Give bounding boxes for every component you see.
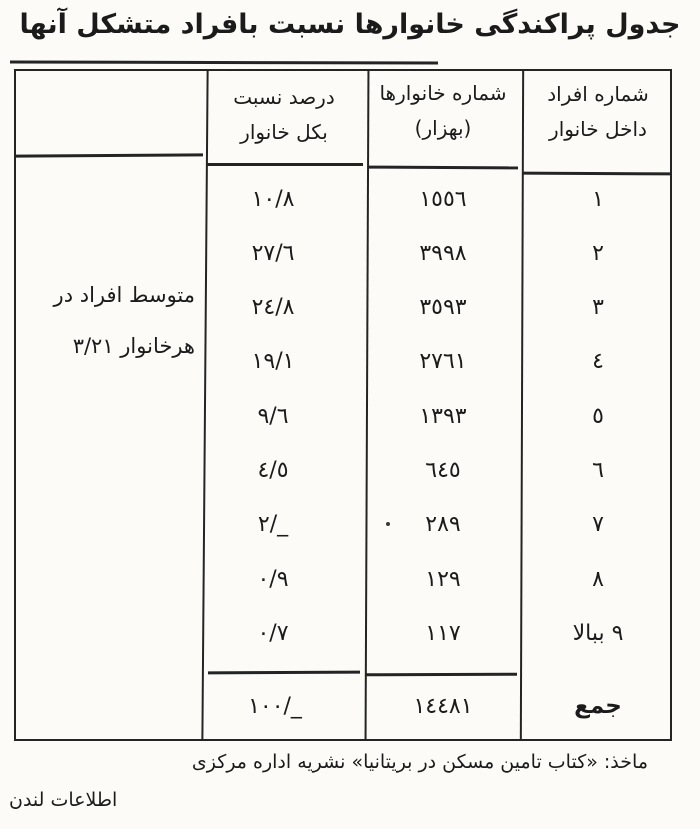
total-row-label: جمع <box>574 693 622 719</box>
table-cell-percent: ١٩/١ <box>251 349 295 375</box>
average-note-line2: هرخانوار ٣/٢١ <box>72 334 195 358</box>
column-header-percent-line2: بکل خانوار <box>240 120 328 144</box>
header-underline-percent-column <box>206 163 363 166</box>
table-cell-people: ٥ <box>592 403 604 429</box>
source-note-line1: ماخذ: «کتاب تامین مسکن در بریتانیا» نشریه اداره مرکزی <box>191 751 648 773</box>
stray-ink-mark <box>386 522 390 526</box>
table-cell-people: ٨ <box>592 566 604 592</box>
table-cell-percent: ٠/٧ <box>257 620 289 646</box>
table-cell-households: ٢٨٩ <box>425 512 461 538</box>
column-header-households-line1: شماره خانوارها <box>379 81 507 105</box>
column-header-people-line2: داخل خانوار <box>549 117 647 141</box>
column-header-people <box>524 77 672 147</box>
table-cell-people: ٤ <box>592 349 604 375</box>
average-note <box>16 270 200 372</box>
table-cell-percent: ٤/٥ <box>257 458 289 483</box>
column-header-people-line1: شماره افراد <box>547 82 649 106</box>
table-cell-percent: ٢/_ <box>257 512 289 538</box>
table-cell-people: ١ <box>592 186 604 212</box>
table-cell-people: ٩ ببالا <box>572 620 624 646</box>
table-cell-people: ٣ <box>592 295 604 321</box>
table-cell-households: ١١٧ <box>425 620 461 646</box>
table-cell-people: ٢ <box>592 240 604 266</box>
table-cell-percent: ٢٤/٨ <box>251 295 295 321</box>
source-note-line2: اطلاعات لندن <box>9 789 118 811</box>
column-header-households-line2: (بهزار) <box>414 116 472 140</box>
total-row-households: ١٤٤٨١ <box>413 693 473 719</box>
table-cell-households: ٣٥٩٣ <box>419 295 467 321</box>
title-underline <box>10 61 438 65</box>
table-cell-households: ١٢٩ <box>425 566 461 592</box>
table-cell-people: ٦ <box>592 458 604 483</box>
table-cell-households: ٣٩٩٨ <box>419 240 467 266</box>
table-cell-households: ٢٧٦١ <box>419 349 467 375</box>
table-cell-percent: ١٠/٨ <box>251 186 295 212</box>
table-cell-households: ١٥٥٦ <box>419 186 467 212</box>
document-title: جدول پراکندگی خانوارها نسبت بافراد متشکل آنها <box>19 9 681 40</box>
column-header-households <box>368 76 518 146</box>
total-row-percent: ١٠٠/_ <box>248 693 302 719</box>
table-cell-percent: ٩/٦ <box>257 403 289 429</box>
column-header-percent <box>206 80 362 150</box>
table-cell-people: ٧ <box>592 512 604 538</box>
table-cell-households: ٦٤٥ <box>425 458 461 483</box>
table-cell-percent: ٢٧/٦ <box>251 240 295 266</box>
column-header-percent-line1: درصد نسبت <box>233 85 335 109</box>
table-cell-percent: ٠/٩ <box>257 566 289 592</box>
average-note-line1: متوسط افراد در <box>53 283 195 307</box>
table-cell-households: ١٣٩٣ <box>419 403 467 429</box>
